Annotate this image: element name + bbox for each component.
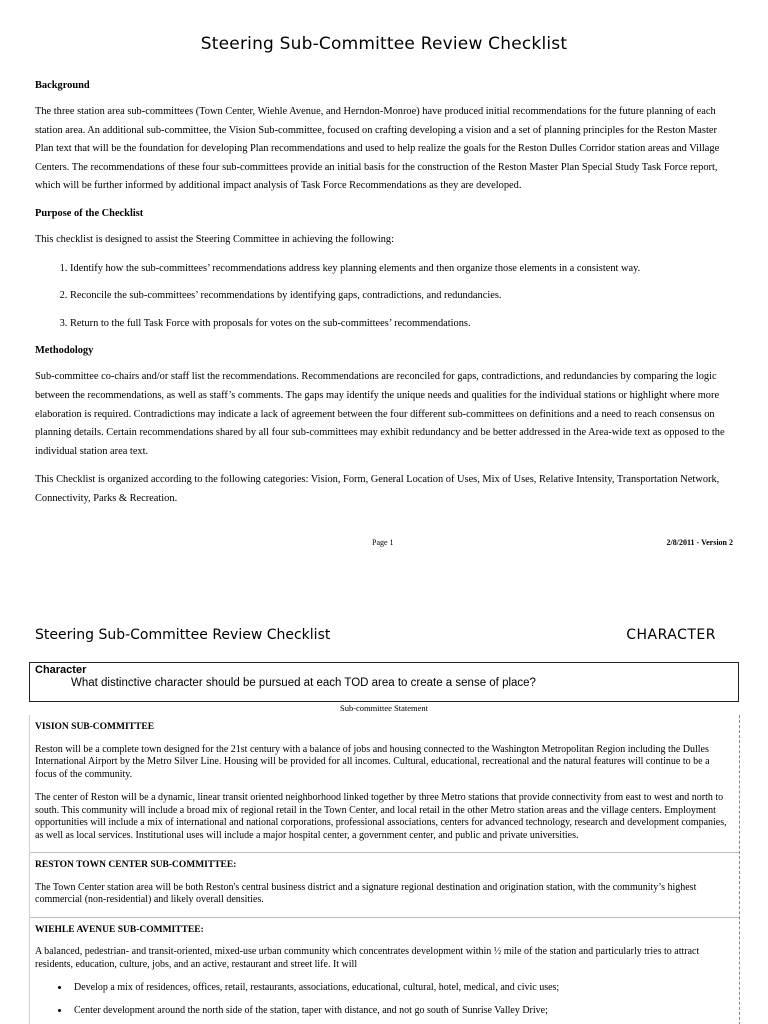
categories-text: This Checklist is organized according to the following categories: Vision, Form, General Location of Uses, Mix of Uses, Relative Intensity, Transportation Network, Connectivity, Parks & Recreation. [35,474,720,504]
methodology-text: Sub-committee co-chairs and/or staff list the recommendations. Recommendations are reconciled for gaps, contradictions, and redundancies by comparing the logic between the recommendations, as well as staff’s comments. The gaps may identify the unique needs and qualities for the individual stations or highlight where more elaboration is required. Contradictions may indicate a lack of agreement between the four different sub-committees on definitions and a need to reach consensus on planning details. Certain recommendations shared by all four sub-committees may exhibit redundancy and be better addressed in the Area-wide text as opposed to the individual station area text. [35,371,725,457]
vision-paragraph: Reston will be a complete town designed for the 21st century with a balance of jobs and housing connected to the Washington Metropolitan Region including the Dulles International Airport by the Metro Silver Line. Housing will be provided for all incomes. Cultural, educational, recreational and the natural features will continue to be a focus of the community. [35,743,710,780]
wiehle-section [30,918,739,1024]
purpose-item: 2. Reconcile the sub-committees’ recommendations by identifying gaps, contradictions, and redundancies. [70,287,735,306]
wiehle-bullet: • Center development around the north side of the station, taper with distance, and not go south of Sunrise Valley Drive; [70,1005,733,1018]
category-title: CHARACTER [626,627,716,643]
purpose-list [35,260,735,334]
town-center-section [30,853,739,918]
wiehle-bullet: • Develop a mix of residences, offices, retail, restaurants, associations, educational, cultural, hotel, medical, and civic uses; [70,982,733,995]
wiehle-paragraph: A balanced, pedestrian- and transit-oriented, mixed-use urban community which concentrates development within ½ mile of the station and particularly tries to attract residents, education, culture, jobs, and an active, restaurant and street life. It will [35,946,700,970]
vision-section [30,715,739,853]
character-question: What distinctive character should be pursued at each TOD area to create a sense of place? [71,677,536,689]
vision-heading: VISION SUB-COMMITTEE [35,722,155,732]
background-text: The three station area sub-committees (Town Center, Wiehle Avenue, and Herndon-Monroe) have produced initial recommendations for the future planning of each station area. An additional sub-committee, the Vision Sub-committee, focused on crafting developing a vision and a set of planning principles for the Reston Master Plan text that will be the foundation for developing Plan recommendations and used to help realize the goals for the Reston Dulles Corridor station areas and Village Centers. The recommendations of these four sub-committees provide an initial basis for the construction of the Reston Master Plan Special Study Task Force report, which will be further informed by additional impact analysis of Task Force Recommendations as they are developed. [35,106,720,192]
footer-page-number: Page 1 [372,538,394,547]
wiehle-list [35,982,733,1017]
character-question-box [29,662,739,702]
background-heading: Background [35,80,90,91]
methodology-heading: Methodology [35,345,94,357]
purpose-intro: This checklist is designed to assist the Steering Committee in achieving the following: [35,233,394,245]
purpose-heading: Purpose of the Checklist [35,207,144,219]
statement-table [29,715,740,1024]
town-center-paragraph: The Town Center station area will be both Reston's central business district and a signature regional destination and origination station, with the community’s highest commercial (non-residential) and likely overall densities. [35,881,697,905]
statement-header: Sub-committee Statement [339,703,429,713]
page2-title: Steering Sub-Committee Review Checklist [35,627,331,643]
page-title: Steering Sub-Committee Review Checklist [200,34,568,54]
character-label: Character [35,664,87,676]
town-center-heading: RESTON TOWN CENTER SUB-COMMITTEE: [35,860,237,870]
vision-paragraph: The center of Reston will be a dynamic, linear transit oriented neighborhood linked together by three Metro stations that provide connectivity from east to west and north to south. This community will include a broad mix of regional retail in the Town Center, and local retail in the other Metro station areas and the village centers. Employment opportunities will include a mix of international and national corporations, professional associations, centers for advanced technology, research and development companies, as well as local services. Institutional uses will include a major hospital center, a government center, and public and private universities. [35,792,727,841]
page1-body [35,78,735,519]
purpose-item: 3. Return to the full Task Force with proposals for votes on the sub-committees’ recommendations. [70,315,735,334]
footer-version: 2/8/2011 - Version 2 [666,538,733,547]
purpose-item: 1. Identify how the sub-committees’ recommendations address key planning elements and then organize those elements in a consistent way. [70,260,735,279]
wiehle-heading: WIEHLE AVENUE SUB-COMMITTEE: [35,924,204,935]
